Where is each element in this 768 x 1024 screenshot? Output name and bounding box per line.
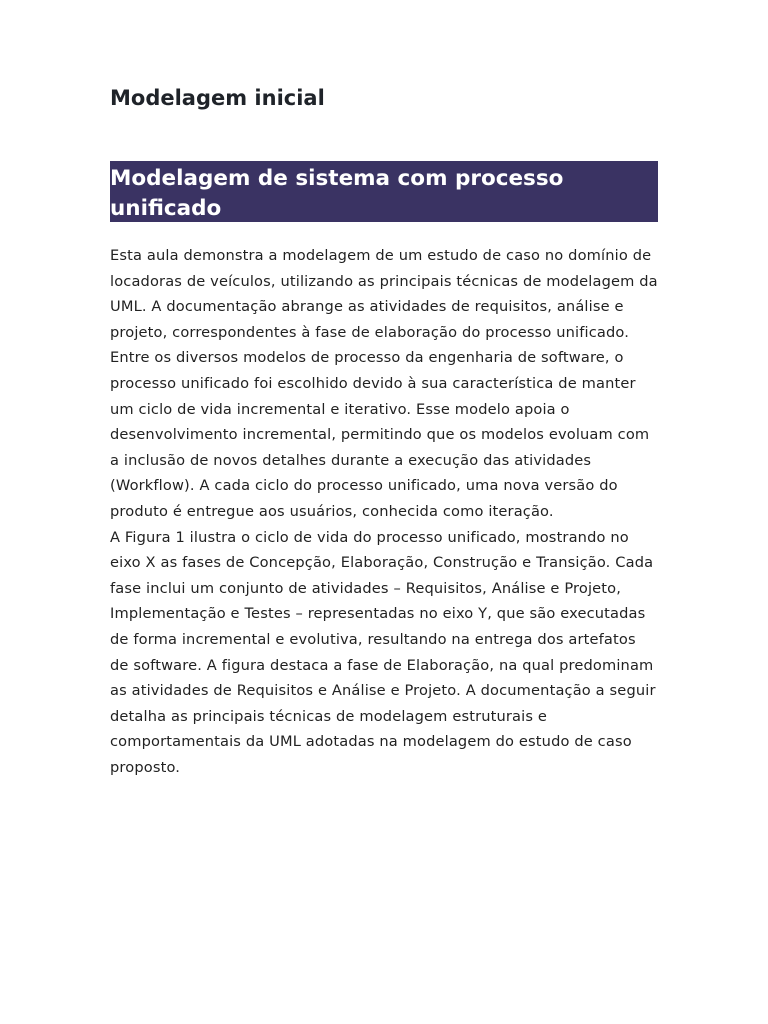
section-banner xyxy=(110,161,658,222)
paragraph-process: Entre os diversos modelos de processo da engenharia de software, o processo unificado foi escolhido devido à sua característica de manter um ciclo de vida incremental e iterativo. Esse modelo apoia o desenvolvimento incremental, permitindo que os modelos evoluam com a inclusão de novos detalhes durante a execução das atividades (Workflow). A cada ciclo do processo unificado, uma nova versão do produto é entregue aos usuários, conhecida como iteração. xyxy=(110,349,650,520)
body-text xyxy=(110,243,658,780)
paragraph-figure: A Figura 1 ilustra o ciclo de vida do processo unificado, mostrando no eixo X as fases de Concepção, Elaboração, Construção e Transição. Cada fase inclui um conjunto de atividades – Requisitos, Análise e Projeto, Implementação e Testes – representadas no eixo Y, que são executadas de forma incremental e evolutiva, resultando na entrega dos artefatos de software. A figura destaca a fase de Elaboração, na qual predominam as atividades de Requisitos e Análise e Projeto. A documentação a seguir detalha as principais técnicas de modelagem estruturais e comportamentais da UML adotadas na modelagem do estudo de caso proposto. xyxy=(110,528,656,776)
page-title: Modelagem inicial xyxy=(110,86,325,110)
paragraph-intro: Esta aula demonstra a modelagem de um estudo de caso no domínio de locadoras de veículos, utilizando as principais técnicas de modelagem da UML. A documentação abrange as atividades de requisitos, análise e projeto, correspondentes à fase de elaboração do processo unificado. xyxy=(110,247,658,341)
section-title: Modelagem de sistema com processo unificado xyxy=(110,166,564,221)
